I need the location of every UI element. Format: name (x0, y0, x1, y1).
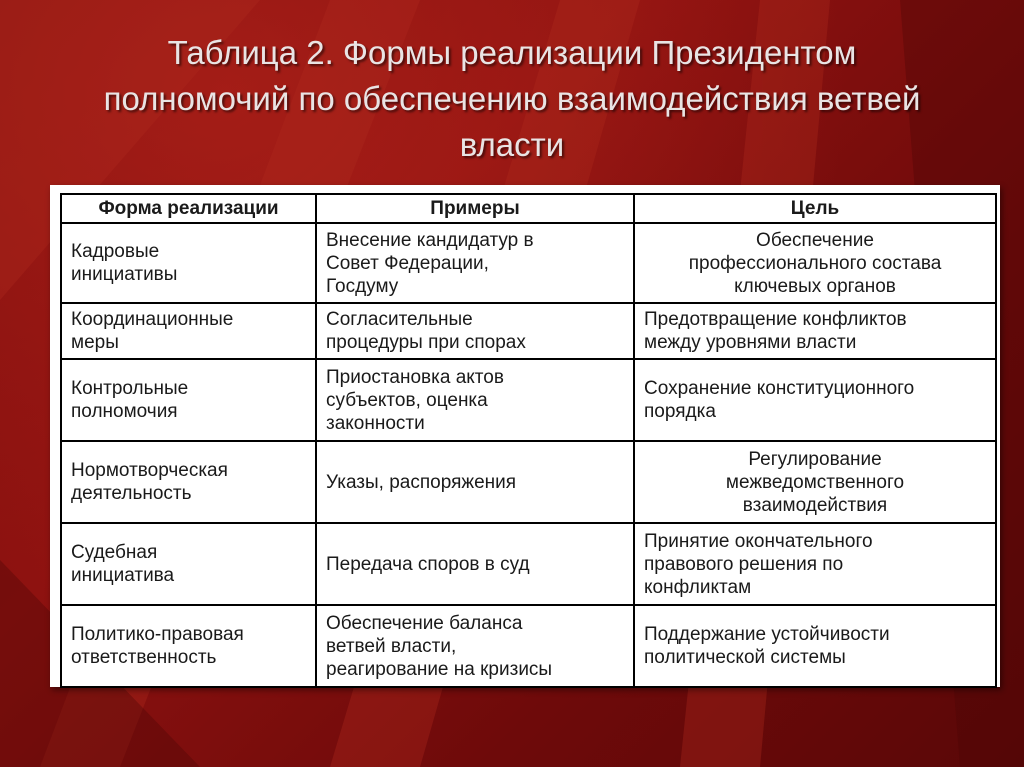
cell-examples (316, 441, 634, 523)
cell-text-line: Совет Федерации, (326, 252, 489, 274)
cell-text-line: реагирование на кризисы (326, 658, 553, 680)
table-header-row (61, 194, 996, 223)
forms-table (60, 193, 997, 688)
cell-text-line: взаимодействия (742, 494, 888, 516)
cell-text-line: процедуры при спорах (326, 332, 526, 353)
cell-text-line: профессионального состава (688, 252, 942, 274)
cell-text-line: инициативы (71, 264, 178, 285)
column-header-form: Форма реализации (61, 194, 316, 223)
cell-text-line: законности (326, 412, 425, 434)
cell-text-line: между уровнями власти (644, 332, 857, 353)
cell-examples (316, 359, 634, 441)
cell-examples (316, 223, 634, 303)
cell-goal (634, 223, 996, 303)
cell-text-line: Передача споров в суд (326, 553, 530, 575)
column-header-goal: Цель (634, 194, 996, 223)
cell-goal (634, 605, 996, 687)
cell-text-line: Политико-правовая (71, 624, 244, 645)
cell-text-line: Предотвращение конфликтов (644, 309, 907, 330)
cell-text-line: Контрольные (71, 378, 189, 399)
cell-text-line: Регулирование (748, 448, 882, 470)
cell-goal (634, 303, 996, 359)
cell-text-line: меры (71, 332, 119, 353)
cell-text-line: Согласительные (326, 309, 473, 330)
table-body (61, 223, 996, 687)
table-row (61, 359, 996, 441)
cell-text-line: Поддержание устойчивости (644, 624, 890, 645)
cell-text-line: полномочия (71, 401, 178, 422)
table-row (61, 523, 996, 605)
cell-text-line: Внесение кандидатур в (326, 229, 534, 251)
cell-text-line: конфликтам (644, 576, 752, 598)
cell-form (61, 605, 316, 687)
cell-text-line: ответственность (71, 647, 217, 668)
cell-text-line: субъектов, оценка (326, 389, 488, 411)
table-row (61, 605, 996, 687)
cell-text-line: деятельность (71, 483, 192, 504)
cell-text-line: Указы, распоряжения (326, 471, 517, 493)
cell-text-line: Нормотворческая (71, 460, 228, 481)
cell-text-line: Координационные (71, 309, 234, 330)
cell-text-line: Сохранение конституционного (644, 378, 915, 399)
cell-text-line: ключевых органов (734, 275, 896, 297)
cell-form (61, 359, 316, 441)
cell-examples (316, 605, 634, 687)
cell-text-line: Принятие окончательного (644, 530, 873, 552)
cell-goal (634, 359, 996, 441)
cell-text-line: правового решения по (644, 553, 844, 575)
cell-text-line: Обеспечение баланса (326, 612, 523, 634)
slide-title (80, 30, 944, 168)
cell-goal (634, 523, 996, 605)
cell-form (61, 441, 316, 523)
cell-text-line: Кадровые (71, 241, 160, 262)
cell-text-line: Госдуму (326, 275, 399, 297)
cell-text-line: Судебная (71, 542, 158, 563)
table-row (61, 303, 996, 359)
cell-examples (316, 303, 634, 359)
cell-goal (634, 441, 996, 523)
cell-text-line: инициатива (71, 565, 175, 586)
column-header-examples: Примеры (316, 194, 634, 223)
cell-form (61, 303, 316, 359)
cell-text-line: политической системы (644, 647, 846, 668)
table-row (61, 441, 996, 523)
cell-text-line: Обеспечение (756, 229, 874, 251)
slide-title-line: полномочий по обеспечению взаимодействия ветвей (103, 80, 921, 117)
table-row (61, 223, 996, 303)
cell-text-line: межведомственного (725, 471, 905, 493)
cell-text-line: Приостановка актов (326, 366, 504, 388)
cell-form (61, 223, 316, 303)
slide-title-line: Таблица 2. Формы реализации Президентом (167, 34, 857, 71)
cell-form (61, 523, 316, 605)
slide-title-line: власти (459, 126, 565, 163)
cell-examples (316, 523, 634, 605)
table-panel (50, 185, 1000, 687)
cell-text-line: порядка (644, 401, 716, 422)
cell-text-line: ветвей власти, (326, 635, 457, 657)
